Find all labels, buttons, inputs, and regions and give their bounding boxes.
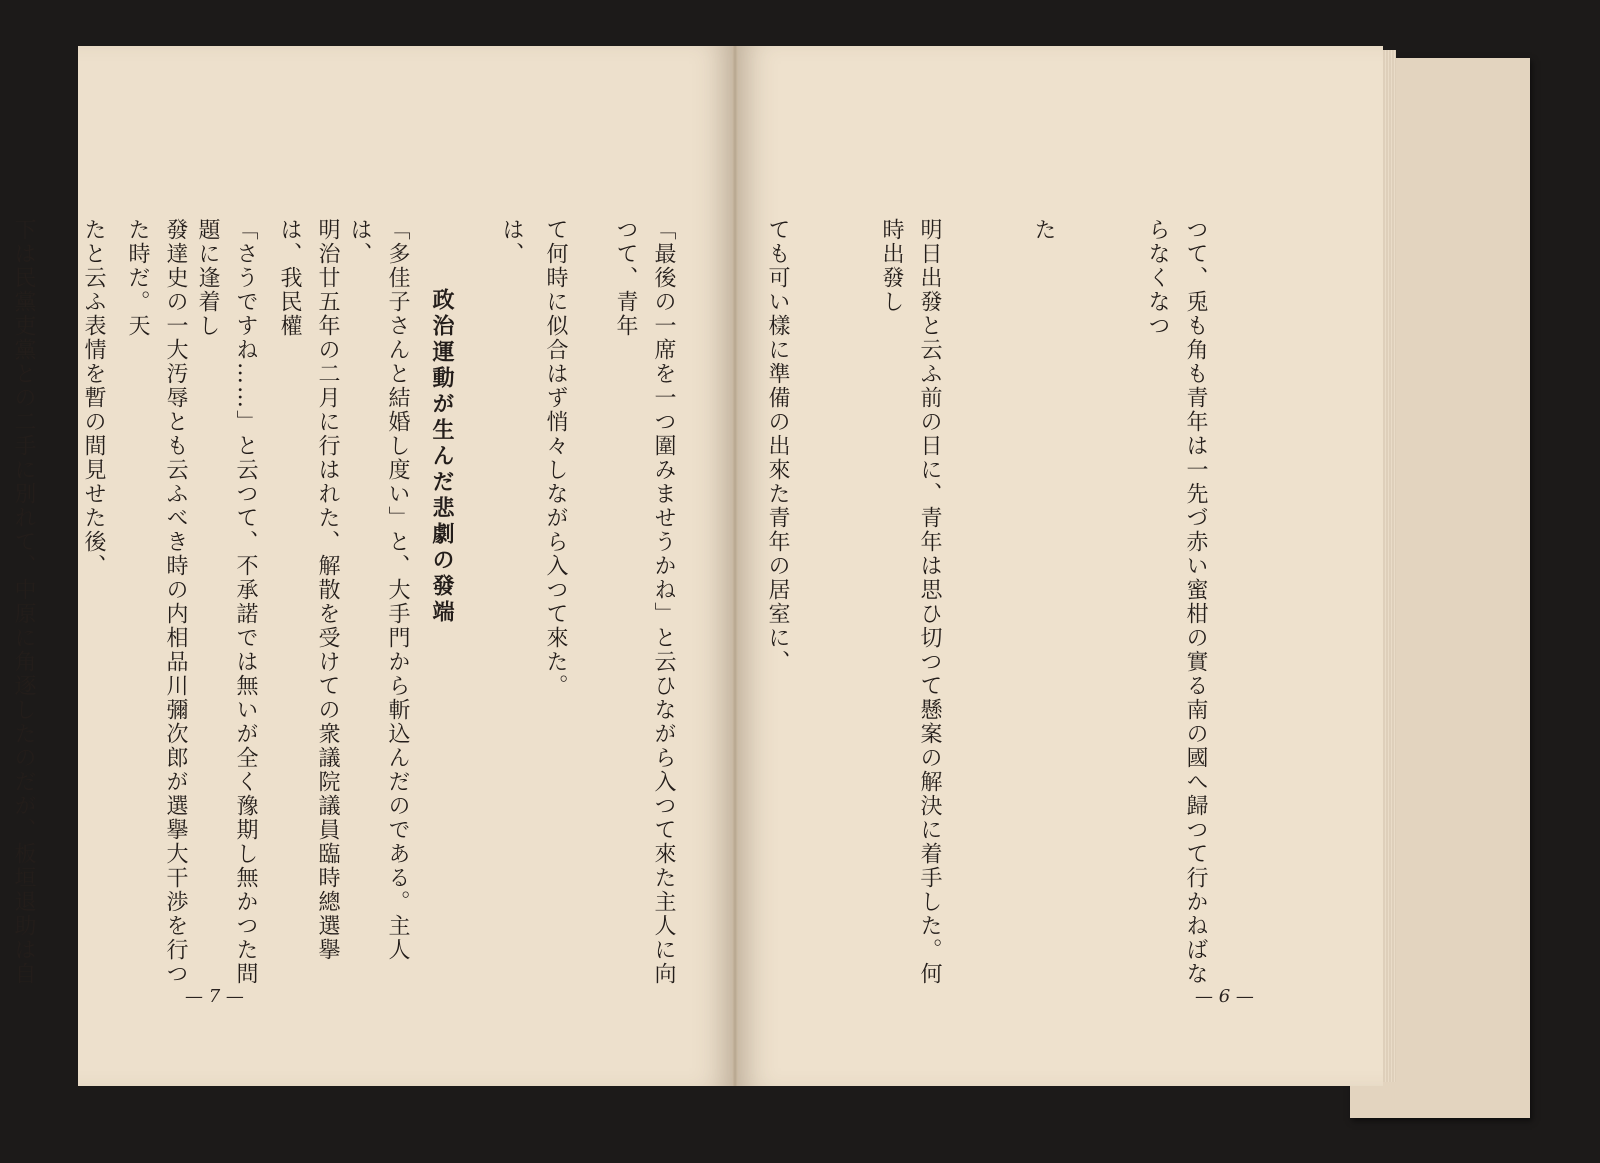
text-column: つて、兎も角も青年は一先づ赤い蜜柑の實る南の國へ歸つて行かねばならなくなつ <box>1145 218 1208 986</box>
text-column: 「最後の一席を一つ圍みませうかね」と云ひながら入つて來た主人に向つて、青年 <box>613 218 676 986</box>
text-column: 發達史の一大汚辱とも云ふべき時の内相品川彌次郎が選擧大干渉を行つた時だ。天 <box>125 218 188 986</box>
text-column: た <box>1031 218 1056 242</box>
text-column: 「さうですね……」と云つて、不承諾では無いが全く豫期し無かつた問題に逢着し <box>195 218 258 986</box>
text-column: ても可い樣に準備の出來た青年の居室に、 <box>765 218 790 674</box>
text-column: て何時に似合はず悄々しながら入つて來た。 <box>543 218 568 698</box>
text-column: 下は民黨吏黨との二手に別れて、中原に角逐したのだが、板垣退助は自 <box>11 218 36 986</box>
text-column: たと云ふ表情を暫の間見せた後、 <box>81 218 106 578</box>
page-number-left: — 7 — <box>185 986 244 1007</box>
text-column: は、 <box>499 218 524 266</box>
text-column: 「多佳子さんと結婚し度い」と、大手門から斬込んだのである。主人は、 <box>347 218 410 962</box>
page-number-right: — 6 — <box>1195 986 1254 1007</box>
text-column: 明治廿五年の二月に行はれた、解散を受けての衆議院議員臨時總選擧は、我民權 <box>277 218 340 962</box>
section-heading: 政治運動が生んだ悲劇の發端 <box>429 288 454 626</box>
text-column: 明日出發と云ふ前の日に、青年は思ひ切つて懸案の解決に着手した。何時出發し <box>879 218 942 986</box>
